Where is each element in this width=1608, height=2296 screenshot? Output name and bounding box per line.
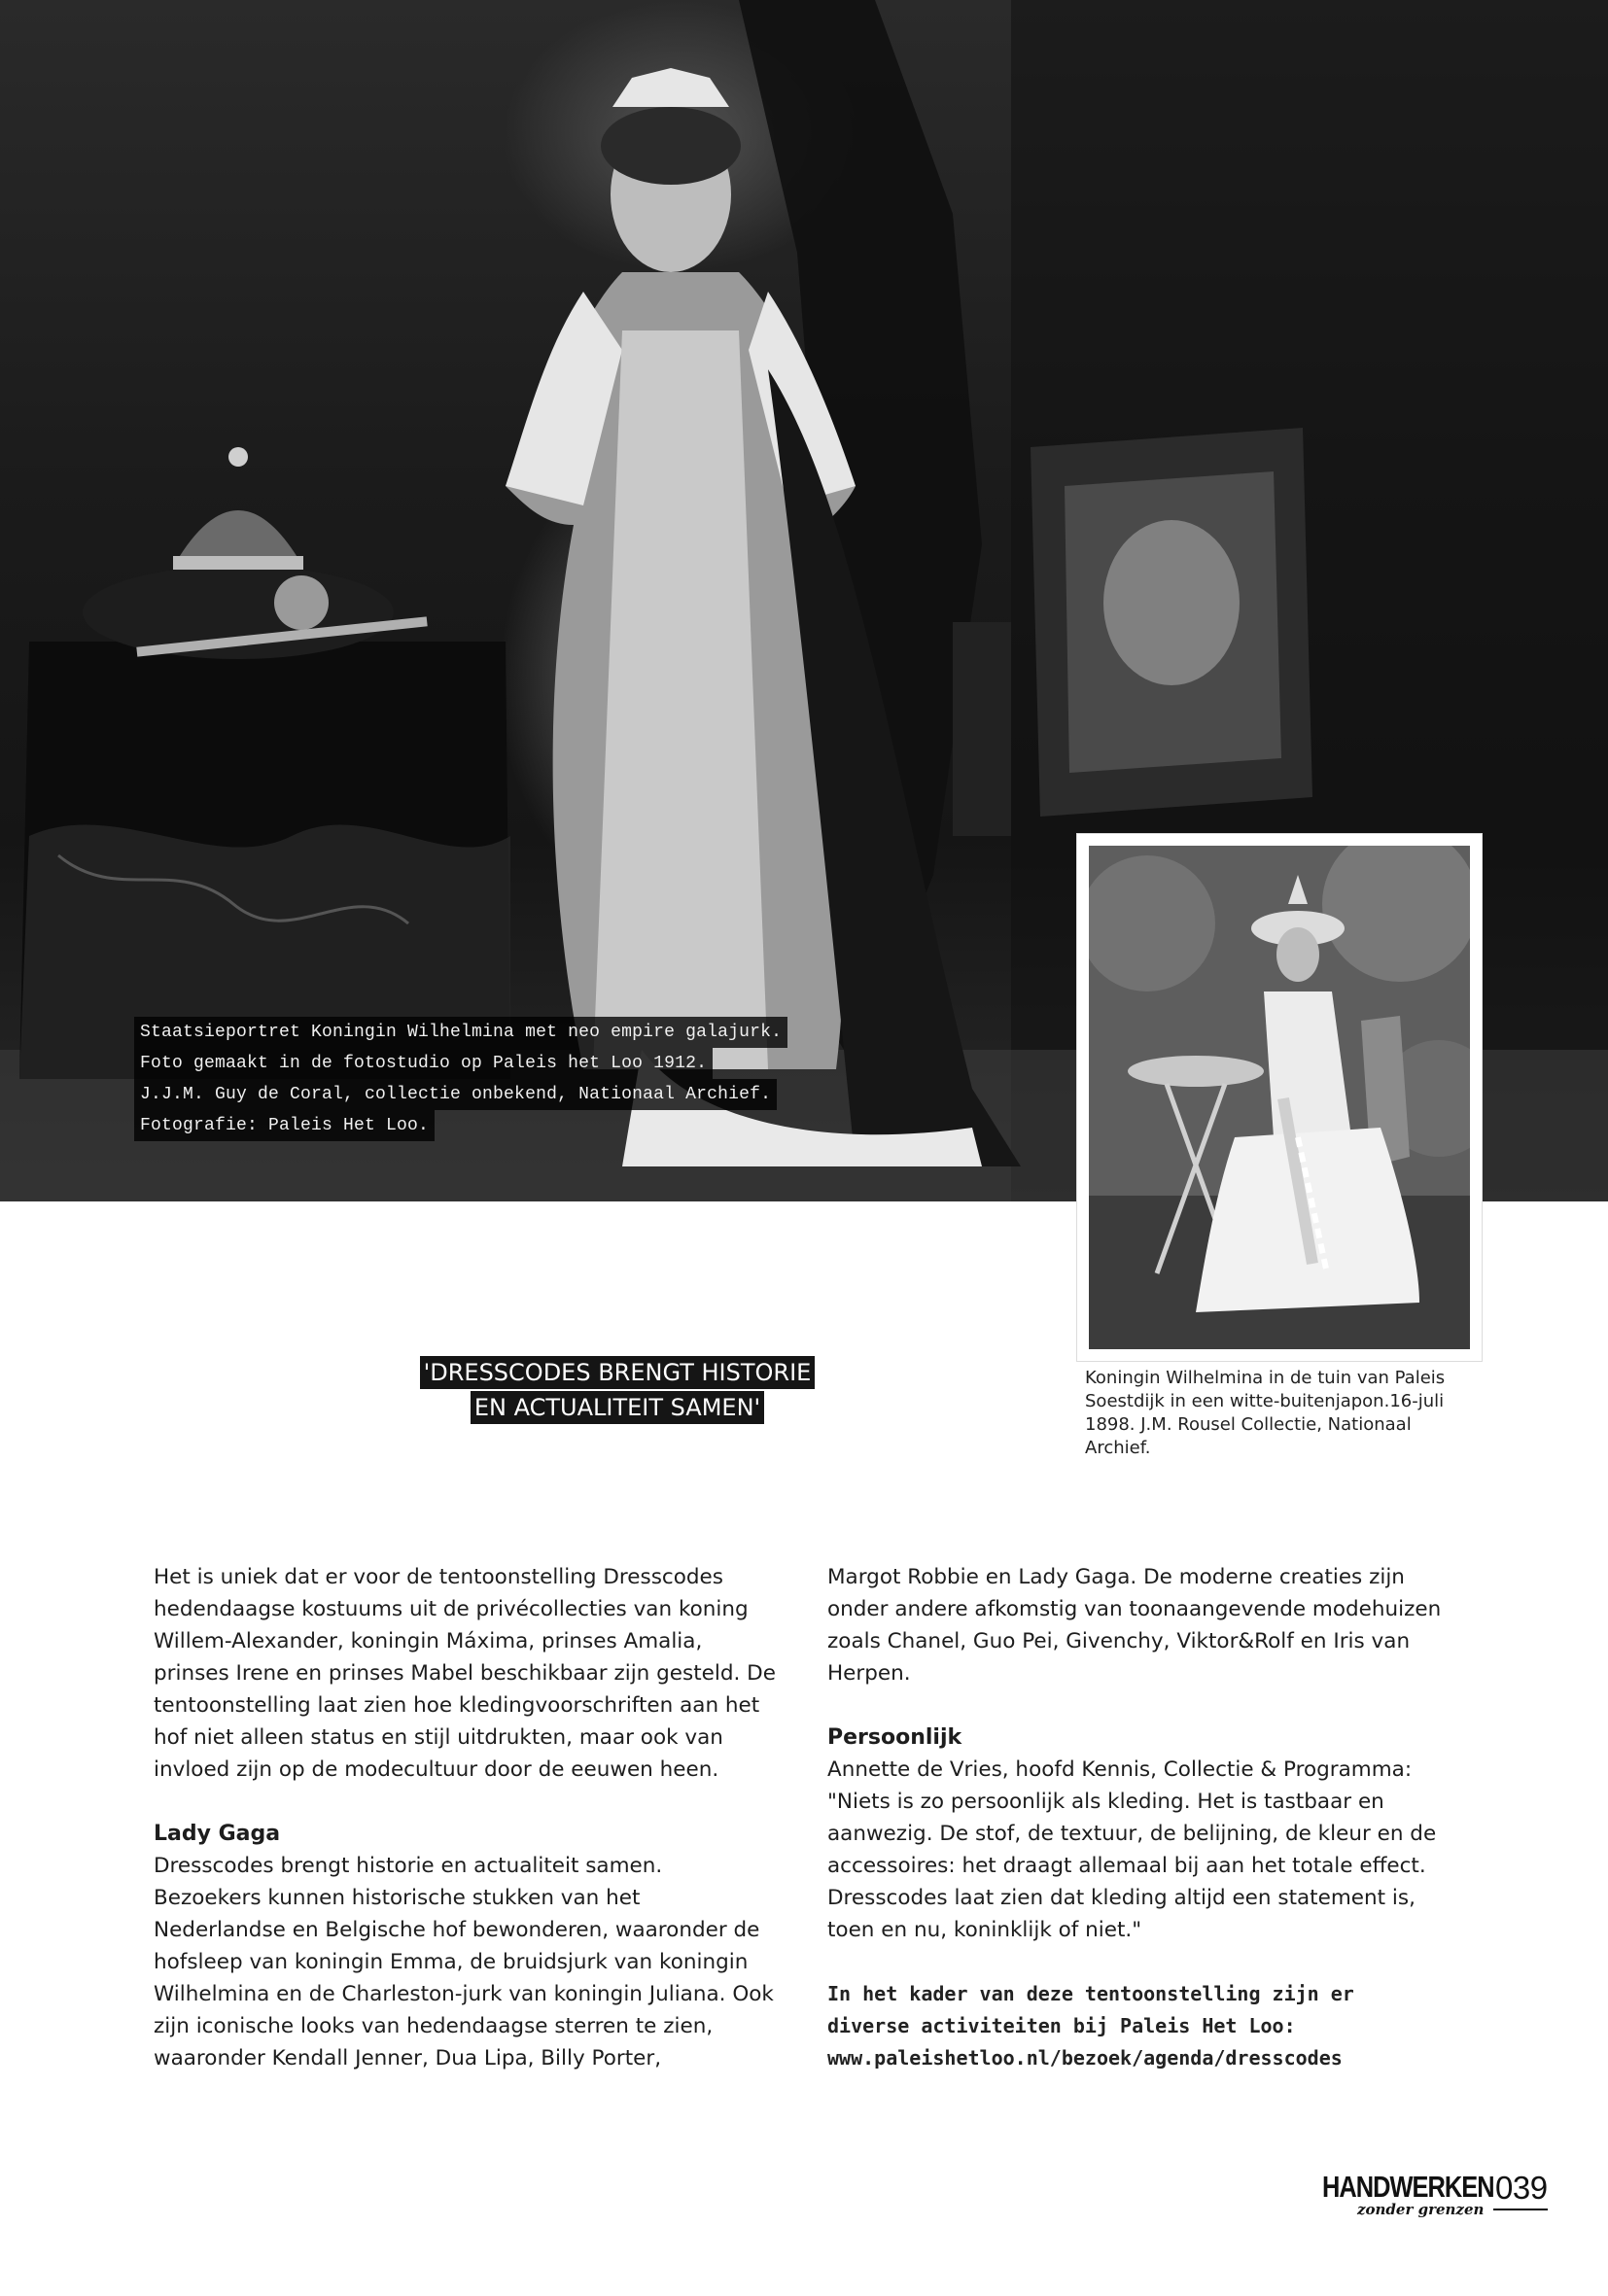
continuation-paragraph: Margot Robbie en Lady Gaga. De moderne creaties zijn onder andere afkomstig van toonaangevende modehuizen zoals Chanel, Guo Pei, Givenchy, Viktor&Rolf en Iris van Herpen.: [827, 1565, 1442, 1686]
hero-caption-line: Fotografie: Paleis Het Loo.: [134, 1110, 435, 1141]
hero-caption-line: Staatsieportret Koningin Wilhelmina met neo empire galajurk.: [134, 1017, 787, 1048]
lady-gaga-paragraph: Dresscodes brengt historie en actualiteit samen. Bezoekers kunnen historische stukken van het Nederlandse en Belgische hof bewonderen, waaronder de hofsleep van koningin Emma, de bruidsjurk van koningin Wilhelmina en de Charleston-jurk van koningin Juliana. Ook zijn iconische looks van hedendaagse sterren te zien, waaronder Kendall Jenner, Dua Lipa, Billy Porter,: [154, 1854, 774, 2070]
hero-caption-line: J.J.M. Guy de Coral, collectie onbekend, Nationaal Archief.: [134, 1079, 777, 1110]
pull-quote-line: 'DRESSCODES BRENGT HISTORIE: [420, 1356, 816, 1389]
closing-line: diverse activiteiten bij Paleis Het Loo:: [827, 2014, 1296, 2037]
section-heading-lady-gaga: Lady Gaga: [154, 1822, 281, 1846]
section-heading-persoonlijk: Persoonlijk: [827, 1725, 962, 1750]
page-number: 039: [1495, 2170, 1548, 2206]
page-number-underline: [1493, 2209, 1548, 2210]
closing-note: [827, 1978, 1450, 2074]
hero-photo-caption: [134, 1017, 815, 1141]
pull-quote-line: EN ACTUALITEIT SAMEN': [471, 1391, 764, 1424]
hero-caption-line: Foto gemaakt in de fotostudio op Paleis het Loo 1912.: [134, 1048, 713, 1079]
article-column-left: [154, 1561, 776, 2074]
magazine-tagline: zonder grenzen: [1357, 2201, 1485, 2218]
page-footer: [1322, 2170, 1556, 2224]
closing-url-link[interactable]: www.paleishetloo.nl/bezoek/agenda/dresscodes: [827, 2046, 1343, 2070]
inset-photo-frame: [1077, 834, 1482, 1361]
closing-line: In het kader van deze tentoonstelling zijn er: [827, 1982, 1354, 2005]
persoonlijk-paragraph: Annette de Vries, hoofd Kennis, Collectie & Programma: "Niets is zo persoonlijk als kleding. Het is tastbaar en aanwezig. De stof, de textuur, de belijning, de kleur en de accessoires: het draagt allemaal bij aan het totale effect. Dresscodes laat zien dat kleding altijd een statement is, toen en nu, koninklijk of niet.": [827, 1757, 1437, 1942]
magazine-brand: HANDWERKEN: [1322, 2170, 1494, 2204]
pull-quote: [321, 1355, 914, 1425]
article-column-right: [827, 1561, 1450, 2074]
inset-photo-illustration: [1089, 846, 1470, 1349]
intro-paragraph: Het is uniek dat er voor de tentoonstelling Dresscodes hedendaagse kostuums uit de privécollecties van koning Willem-Alexander, koningin Máxima, prinses Amalia, prinses Irene en prinses Mabel beschikbaar zijn gesteld. De tentoonstelling laat zien hoe kledingvoorschriften aan het hof niet alleen status en stijl uitdrukten, maar ook van invloed zijn op de modecultuur door de eeuwen heen.: [154, 1565, 776, 1782]
inset-photo-caption: Koningin Wilhelmina in de tuin van Paleis Soestdijk in een witte-buitenjapon.16-juli 1898. J.M. Rousel Collectie, Nationaal Archief.: [1085, 1368, 1446, 1458]
inset-photo: [1089, 846, 1470, 1349]
